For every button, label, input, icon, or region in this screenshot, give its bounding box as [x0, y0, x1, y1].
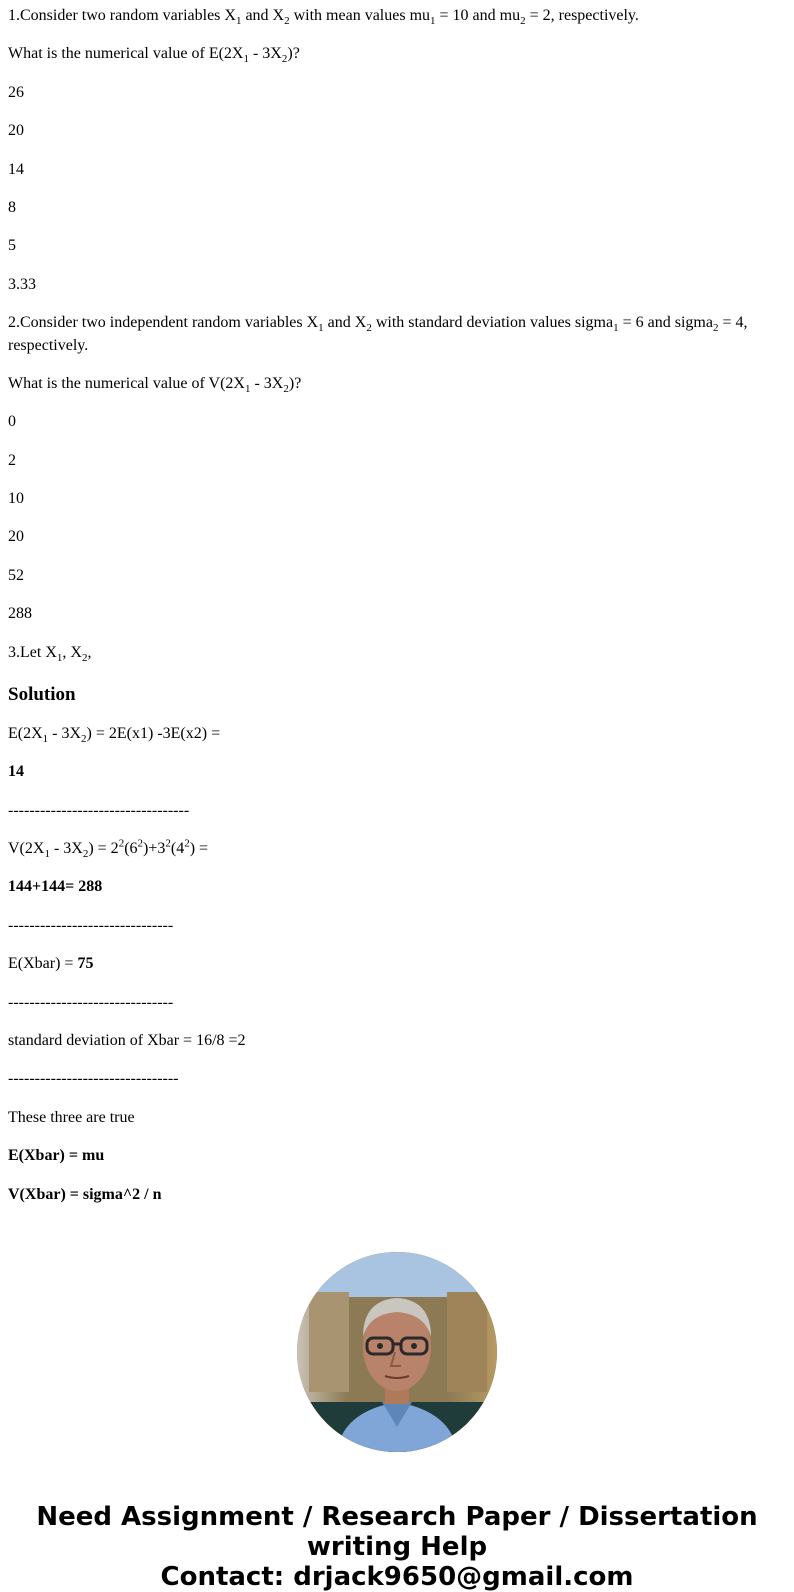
q3-statement: 3.Let $X_1$, $X_2$, — [8, 643, 92, 664]
q2-option: 10 — [8, 490, 24, 508]
footer-contact — [0, 1502, 794, 1592]
q2-option: 0 — [8, 413, 16, 431]
solution-variance-answer: 144+144= 288 — [8, 878, 103, 896]
q1-option: 8 — [8, 198, 16, 216]
separator: ------------------------------- — [8, 993, 174, 1011]
author-avatar-wrapper — [297, 1252, 497, 1452]
author-portrait-icon — [297, 1252, 497, 1452]
q1-option: 3.33 — [8, 275, 36, 293]
solution-true-statement: E(Xbar) = mu — [8, 1147, 105, 1165]
solution-heading: Solution — [8, 684, 76, 706]
q1-option: 20 — [8, 122, 24, 140]
q1-statement: 1.Consider two random variables $X_1$ and $X_2$ with mean values $mu_1 = 10$ and $mu_2 = 2$, respectively. — [8, 7, 639, 28]
document-body — [0, 5, 794, 1206]
solution-true-statement: V(Xbar) = sigma^2 / n — [8, 1185, 162, 1203]
solution-expectation-answer: 14 — [8, 763, 24, 781]
footer-line: Need Assignment / Research Paper / Dissertation — [36, 1501, 758, 1532]
solution-xbar-sd: standard deviation of Xbar = 16/8 =2 — [8, 1031, 246, 1049]
q1-option: 26 — [8, 83, 24, 101]
q2-option: 2 — [8, 451, 16, 469]
q1-option: 5 — [8, 237, 16, 255]
q2-statement: 2.Consider two independent random variables $X_1$ and $X_2$ with standard deviation values sigma$_1$ = 6 and sigma$_2$ = 4, respectively. — [8, 314, 748, 354]
q1-question: What is the numerical value of $E(2X_1 - 3X_2)$? — [8, 45, 300, 66]
footer-line: writing Help — [306, 1531, 488, 1562]
separator: -------------------------------- — [8, 1070, 179, 1088]
solution-expectation-line: $E(2X_1 - 3X_2) = 2E(x1) -3E(x2)$ = — [8, 724, 221, 746]
solution-xbar-expectation: E(Xbar) = 75 — [8, 955, 94, 973]
solution-variance-line: $V(2X_1 - 3X_2) = 2^2(6^2)+3^2(4^2)$ = — [8, 837, 209, 861]
q2-option: 52 — [8, 566, 24, 584]
q2-option: 20 — [8, 528, 24, 546]
separator: ---------------------------------- — [8, 801, 190, 819]
footer-contact-email: Contact: drjack9650@gmail.com — [160, 1561, 634, 1592]
q2-option: 288 — [8, 605, 32, 623]
q2-question: What is the numerical value of $V(2X_1 - 3X_2)$? — [8, 374, 302, 396]
q1-option: 14 — [8, 160, 24, 178]
avatar — [297, 1252, 497, 1452]
separator: ------------------------------- — [8, 916, 174, 934]
solution-true-intro: These three are true — [8, 1108, 135, 1126]
